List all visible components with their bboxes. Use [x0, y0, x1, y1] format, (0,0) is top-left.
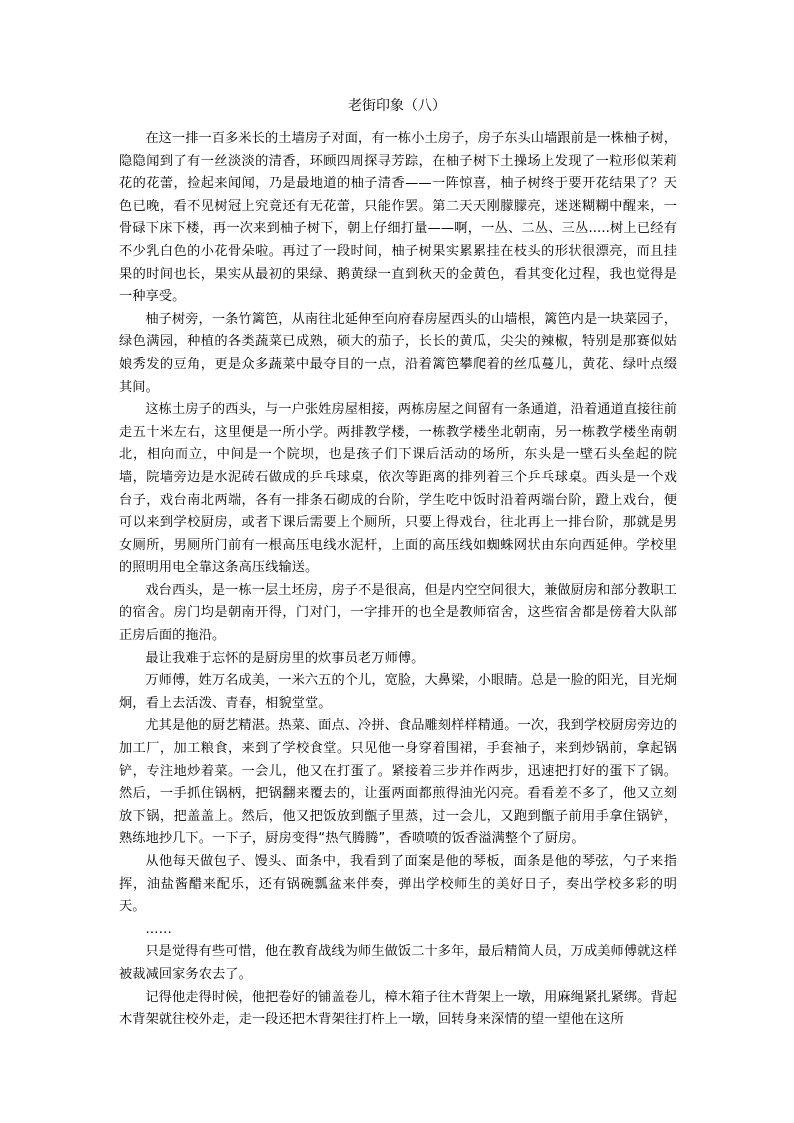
paragraph-noodle-music: 从他每天做包子、馒头、面条中，我看到了面案是他的琴板，面条是他的琴弦，勺子来指挥，油盐酱醋来配乐，还有锅碗瓢盆来伴奏，弹出学校师生的美好日子，奏出学校多彩的明天。: [119, 854, 677, 915]
paragraph-pomelo-tree: 在这一排一百多米长的土墙房子对面，有一栋小土房子，房子东头山墙跟前是一株柚子树，隐隐闻到了有一丝淡淡的清香，环顾四周探寻芳踪，在柚子树下土操场上发现了一粒形似茉莉花的花蕾，捡起来闻闻，乃是最地道的柚子清香——一阵惊喜，柚子树终于要开花结果了？天色已晚，看不见树冠上究竟还有无花蕾，只能作罢。第二天天刚朦朦亮，迷迷糊糊中醒来，一骨碌下床下楼，再一次来到柚子树下，朝上仔细打量——啊，一丛、二丛、三丛.....树上已经有不少乳白色的小花骨朵啦。再过了一段时间，柚子树果实累累挂在枝头的形状很漂亮，而且挂果的时间也长，果实从最初的果绿、鹅黄绿一直到秋天的金黄色，看其变化过程，我也觉得是一种享受。: [119, 131, 677, 305]
paragraph-cook-description: 万师傅，姓万名成美，一米六五的个儿，宽脸，大鼻梁，小眼睛。总是一脸的阳光，目光炯炯，看上去活泼、青春，相貌堂堂。: [119, 673, 677, 711]
paragraph-kitchen-dorm: 戏台西头，是一栋一层土坯房，房子不是很高，但是内空空间很大，兼做厨房和部分教职工的宿舍。房门均是朝南开得，门对门，一字排开的也全是教师宿舍，这些宿舍都是傍着大队部正房后面的拖沿。: [119, 582, 677, 644]
paragraph-cooking-skill: 尤其是他的厨艺精湛。热菜、面点、冷拼、食品雕刻样样精通。一次，我到学校厨房旁边的加工厂，加工粮食，来到了学校食堂。只见他一身穿着围裙，手套袖子，来到炒锅前，拿起锅铲，专注地炒着菜。一会儿，他又在打蛋了。紧接着三步并作两步，迅速把打好的蛋下了锅。然后，一手抓住锅柄，把锅翻来覆去的，让蛋两面都煎得油光闪亮。看看差不多了，他又立刻放下锅，把盖盖上。然后，他又把饭放到甑子里蒸，过一会儿，又跑到甑子前用手拿住锅铲，熟练地抄几下。一下子，厨房变得“热气腾腾”，香喷喷的饭香溢满整个了厨房。: [119, 718, 677, 847]
document-title: 老街印象（八）: [348, 98, 446, 114]
paragraph-vegetable-garden: 柚子树旁，一条竹篱笆，从南往北延伸至向府春房屋西头的山墙根，篱笆内是一块菜园子，绿色满园，种植的各类蔬菜已成熟，硕大的茄子，长长的黄瓜，尖尖的辣椒，特别是那赛似姑娘秀发的豆角，更是众多蔬菜中最夺目的一点，沿着篱笆攀爬着的丝瓜蔓儿，黄花、绿叶点缀其间。: [119, 311, 677, 395]
paragraph-farewell: 记得他走得时候，他把卷好的铺盖卷儿，樟木箱子往木背架上一墩，用麻绳紧扎紧绑。背起木背架就往校外走，走一段还把木背架往打杵上一墩，回转身来深情的望一望他在这所: [119, 989, 677, 1028]
paragraph-ellipsis: ……: [145, 921, 172, 937]
paragraph-cook-intro: 最让我难于忘怀的是厨房里的炊事员老万师傅。: [145, 650, 425, 666]
document-body: [119, 128, 677, 1032]
paragraph-primary-school: 这栋土房子的西头，与一户张姓房屋相接，两栋房屋之间留有一条通道，沿着通道直接往前走五十米左右，这里便是一所小学。两排教学楼，一栋教学楼坐北朝南，另一栋教学楼坐南朝北，相向而立，中间是一个院坝，也是孩子们下课后活动的场所，东头是一壁石头垒起的院墙，院墙旁边是水泥砖石做成的乒乓球桌，依次等距离的排列着三个乒乓球桌。西头是一个戏台子，戏台南北两端，各有一排条石砌成的台阶，学生吃中饭时沿着两端台阶，蹬上戏台，便可以来到学校厨房，或者下课后需要上个厕所，只要上得戏台，往北再上一排台阶，那就是男女厕所，男厕所门前有一根高压电线水泥杆，上面的高压线如蜘蛛网状由东向西延伸。学校里的照明用电全靠这条高压线输送。: [119, 402, 677, 576]
paragraph-laid-off: 只是觉得有些可惜，他在教育战线为师生做饭二十多年，最后精简人员，万成美师傅就这样被裁减回家务农去了。: [119, 944, 677, 982]
